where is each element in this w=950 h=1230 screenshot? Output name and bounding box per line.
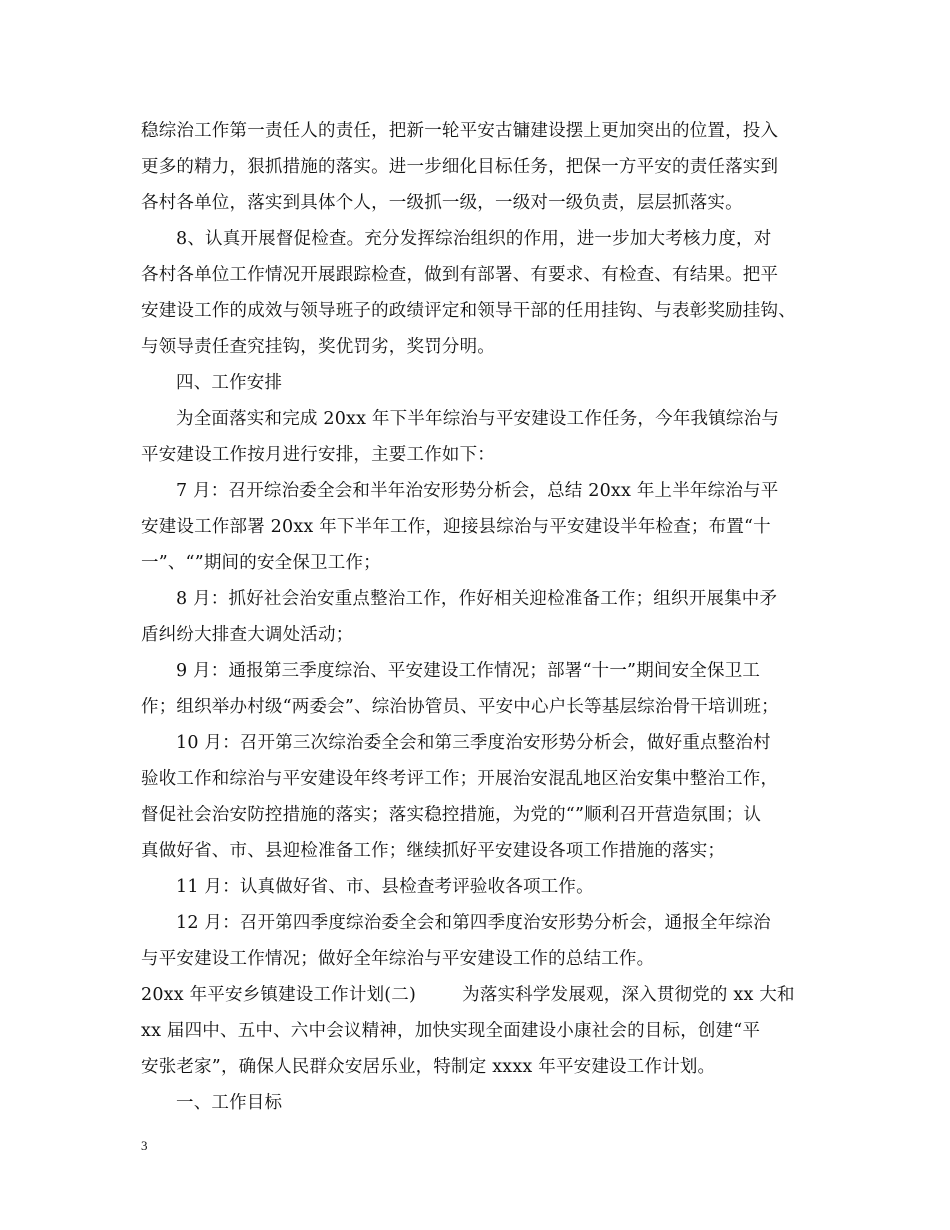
text-line: 为全面落实和完成 20xx 年下半年综治与平安建设工作任务，今年我镇综治与 bbox=[176, 409, 780, 429]
text-line: 一”、“”期间的安全保卫工作； bbox=[141, 553, 381, 573]
text-line: 作；组织举办村级“两委会”、综治协管员、平安中心户长等基层综治骨干培训班； bbox=[141, 697, 779, 717]
text-line: 12 月：召开第四季度综治委全会和第四季度治安形势分析会，通报全年综治 bbox=[176, 913, 771, 933]
text-line: 更多的精力，狠抓措施的落实。进一步细化目标任务，把保一方平安的责任落实到 bbox=[141, 157, 779, 177]
text-line: 10 月：召开第三次综治委全会和第三季度治安形势分析会，做好重点整治村 bbox=[176, 733, 771, 753]
text-line: 11 月：认真做好省、市、县检查考评验收各项工作。 bbox=[176, 877, 594, 897]
text-line: 与平安建设工作情况；做好全年综治与平安建设工作的总结工作。 bbox=[141, 949, 655, 969]
text-line: 20xx 年平安乡镇建设工作计划(二) 为落实科学发展观，深入贯彻党的 xx 大和 bbox=[141, 985, 795, 1005]
text-line: 8、认真开展督促检查。充分发挥综治组织的作用，进一步加大考核力度，对 bbox=[176, 229, 772, 249]
section-heading: 一、工作目标 bbox=[176, 1093, 283, 1113]
text-line: 与领导责任查究挂钩，奖优罚劣，奖罚分明。 bbox=[141, 337, 495, 357]
text-line: 平安建设工作按月进行安排，主要工作如下： bbox=[141, 445, 495, 465]
text-line: 督促社会治安防控措施的落实；落实稳控措施，为党的“”顺利召开营造氛围；认 bbox=[141, 805, 762, 825]
text-line: 安建设工作部署 20xx 年下半年工作，迎接县综治与平安建设半年检查；布置“十 bbox=[141, 517, 771, 537]
text-line: 验收工作和综治与平安建设年终考评工作；开展治安混乱地区治安集中整治工作， bbox=[141, 769, 779, 789]
text-line: 7 月：召开综治委全会和半年治安形势分析会，总结 20xx 年上半年综治与平 bbox=[176, 481, 779, 501]
text-line: 8 月：抓好社会治安重点整治工作，作好相关迎检准备工作；组织开展集中矛 bbox=[176, 589, 778, 609]
text-line: 盾纠纷大排查大调处活动； bbox=[141, 625, 354, 645]
section-heading: 四、工作安排 bbox=[176, 373, 283, 393]
text-line: xx 届四中、五中、六中会议精神，加快实现全面建设小康社会的目标，创建“平 bbox=[141, 1021, 761, 1041]
text-line: 安张老家”，确保人民群众安居乐业，特制定 xxxx 年平安建设工作计划。 bbox=[141, 1057, 716, 1077]
text-line: 安建设工作的成效与领导班子的政绩评定和领导干部的任用挂钩、与表彰奖励挂钩、 bbox=[141, 301, 796, 321]
text-line: 真做好省、市、县迎检准备工作；继续抓好平安建设各项工作措施的落实； bbox=[141, 841, 726, 861]
page-number: 3 bbox=[141, 1138, 148, 1153]
text-line: 9 月：通报第三季度综治、平安建设工作情况；部署“十一”期间安全保卫工 bbox=[176, 661, 761, 681]
text-line: 稳综治工作第一责任人的责任，把新一轮平安古镛建设摆上更加突出的位置，投入 bbox=[141, 121, 779, 141]
text-line: 各村各单位工作情况开展跟踪检查，做到有部署、有要求、有检查、有结果。把平 bbox=[141, 265, 779, 285]
text-line: 各村各单位，落实到具体个人，一级抓一级，一级对一级负责，层层抓落实。 bbox=[141, 193, 743, 213]
